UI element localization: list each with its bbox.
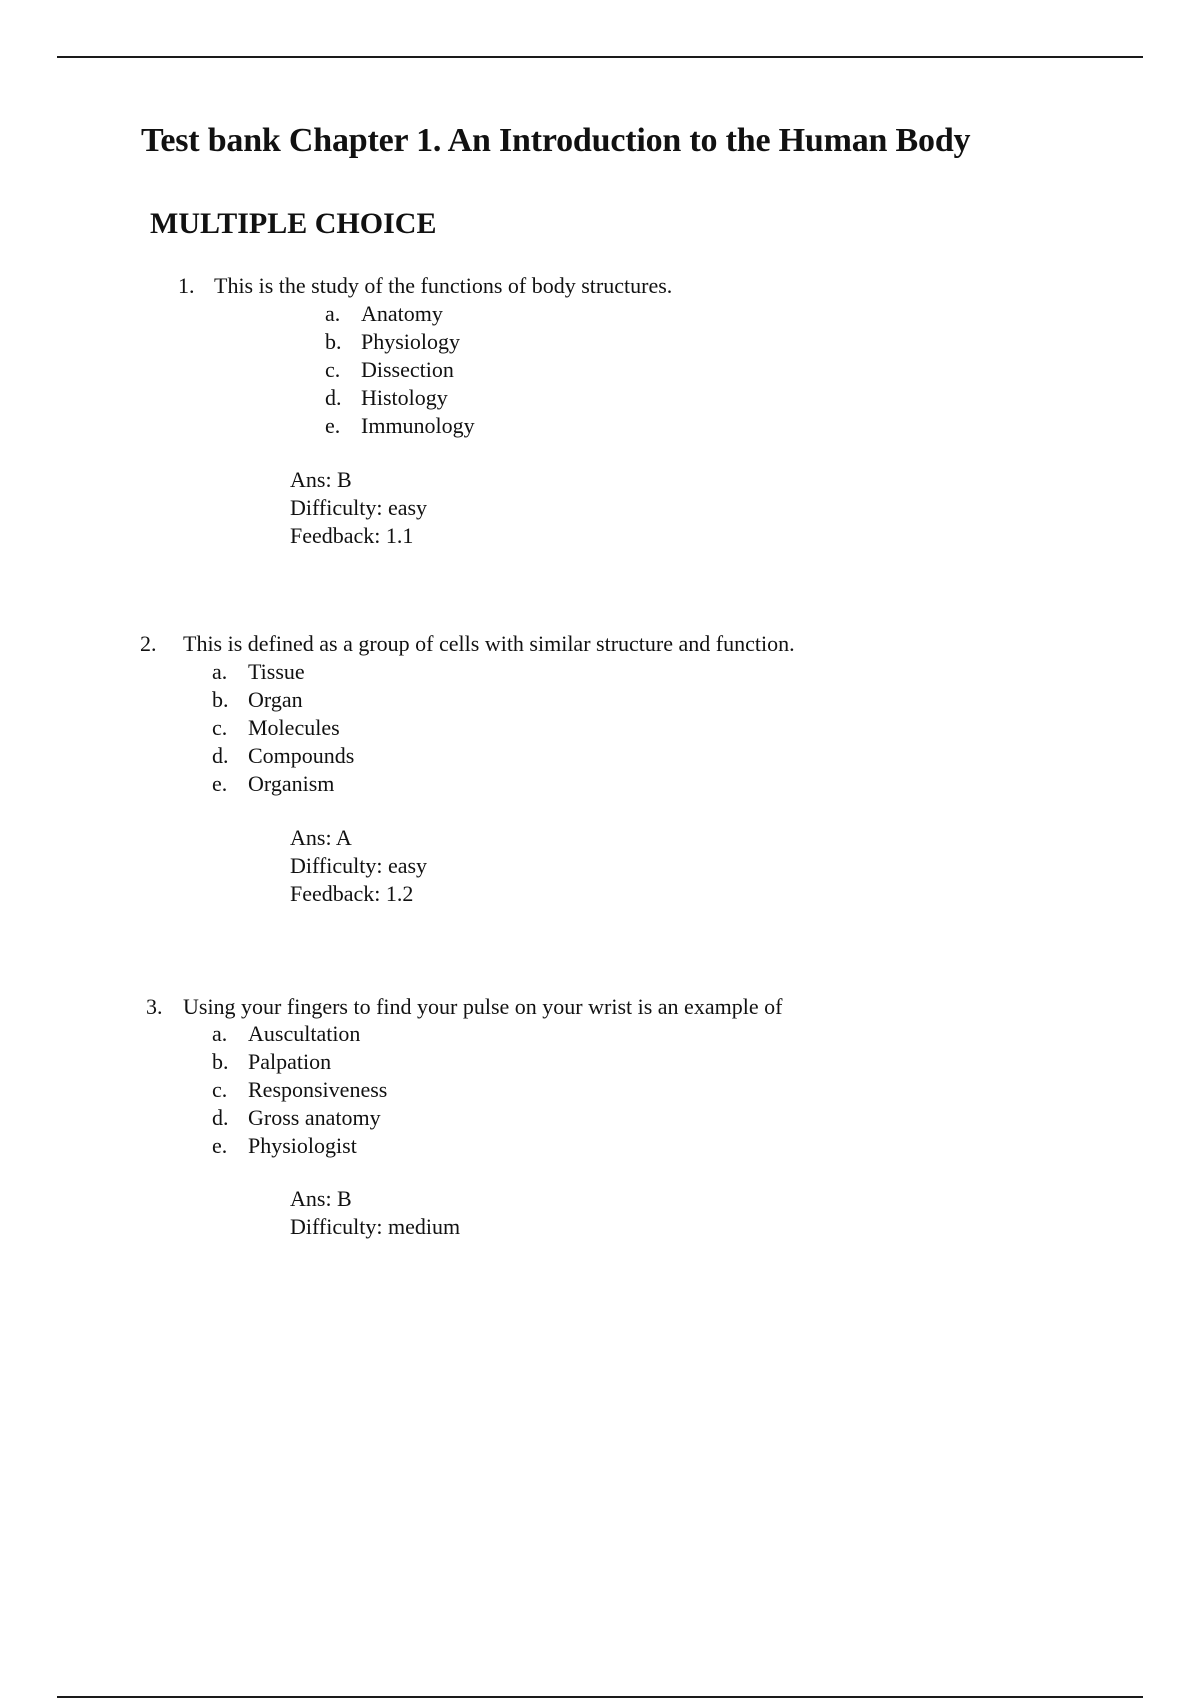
option-letter: e. xyxy=(325,413,341,438)
option-text: Molecules xyxy=(248,715,340,740)
option-text: Responsiveness xyxy=(248,1077,388,1102)
option-text: Tissue xyxy=(248,659,305,684)
option-text: Organ xyxy=(248,687,303,712)
question-number: 1. xyxy=(178,273,195,298)
option-text: Physiology xyxy=(361,329,461,354)
option-letter: a. xyxy=(212,1021,228,1046)
answer-metadata xyxy=(290,1185,460,1241)
option-a xyxy=(212,658,354,686)
option-letter: b. xyxy=(212,687,229,712)
question-number: 3. xyxy=(146,994,163,1019)
bottom-rule xyxy=(57,1696,1143,1698)
option-text: Auscultation xyxy=(248,1021,361,1046)
question-stem xyxy=(178,272,672,300)
option-e xyxy=(212,770,354,798)
feedback-reference: Feedback: 1.1 xyxy=(290,523,414,548)
option-b xyxy=(212,686,354,714)
option-text: Physiologist xyxy=(248,1133,357,1158)
section-heading: MULTIPLE CHOICE xyxy=(150,207,437,240)
option-text: Gross anatomy xyxy=(248,1105,381,1130)
top-rule xyxy=(57,56,1143,58)
question-text: This is defined as a group of cells with similar structure and function. xyxy=(183,631,795,656)
answer-options xyxy=(212,1020,387,1160)
option-letter: e. xyxy=(212,771,228,796)
answer-metadata xyxy=(290,824,427,908)
option-text: Palpation xyxy=(248,1049,332,1074)
question-text: This is the study of the functions of body structures. xyxy=(214,273,673,298)
answer-options xyxy=(212,658,354,798)
option-a xyxy=(325,300,475,328)
option-letter: d. xyxy=(212,1105,229,1130)
difficulty-level: Difficulty: easy xyxy=(290,495,428,520)
option-d xyxy=(212,742,354,770)
answer-metadata xyxy=(290,466,427,550)
option-d xyxy=(325,384,475,412)
question-stem xyxy=(146,993,782,1021)
option-letter: a. xyxy=(325,301,341,326)
option-text: Anatomy xyxy=(361,301,443,326)
option-text: Dissection xyxy=(361,357,454,382)
option-letter: c. xyxy=(325,357,341,382)
answer-options xyxy=(325,300,475,440)
option-c xyxy=(212,714,354,742)
option-letter: d. xyxy=(325,385,342,410)
option-letter: c. xyxy=(212,1077,228,1102)
option-c xyxy=(325,356,475,384)
option-text: Compounds xyxy=(248,743,355,768)
option-b xyxy=(325,328,475,356)
answer-key: Ans: B xyxy=(290,467,352,492)
option-text: Immunology xyxy=(361,413,475,438)
option-a xyxy=(212,1020,387,1048)
option-letter: e. xyxy=(212,1133,228,1158)
option-d xyxy=(212,1104,387,1132)
option-text: Histology xyxy=(361,385,448,410)
option-b xyxy=(212,1048,387,1076)
option-letter: c. xyxy=(212,715,228,740)
question-number: 2. xyxy=(140,631,157,656)
page-title: Test bank Chapter 1. An Introduction to the Human Body xyxy=(141,122,971,159)
answer-key: Ans: A xyxy=(290,825,352,850)
option-e xyxy=(325,412,475,440)
difficulty-level: Difficulty: medium xyxy=(290,1214,461,1239)
option-e xyxy=(212,1132,387,1160)
option-letter: b. xyxy=(325,329,342,354)
difficulty-level: Difficulty: easy xyxy=(290,853,428,878)
option-text: Organism xyxy=(248,771,335,796)
question-text: Using your fingers to find your pulse on your wrist is an example of xyxy=(183,994,783,1019)
option-letter: a. xyxy=(212,659,228,684)
option-letter: b. xyxy=(212,1049,229,1074)
feedback-reference: Feedback: 1.2 xyxy=(290,881,414,906)
option-letter: d. xyxy=(212,743,229,768)
answer-key: Ans: B xyxy=(290,1186,352,1211)
question-stem xyxy=(140,630,795,658)
option-c xyxy=(212,1076,387,1104)
